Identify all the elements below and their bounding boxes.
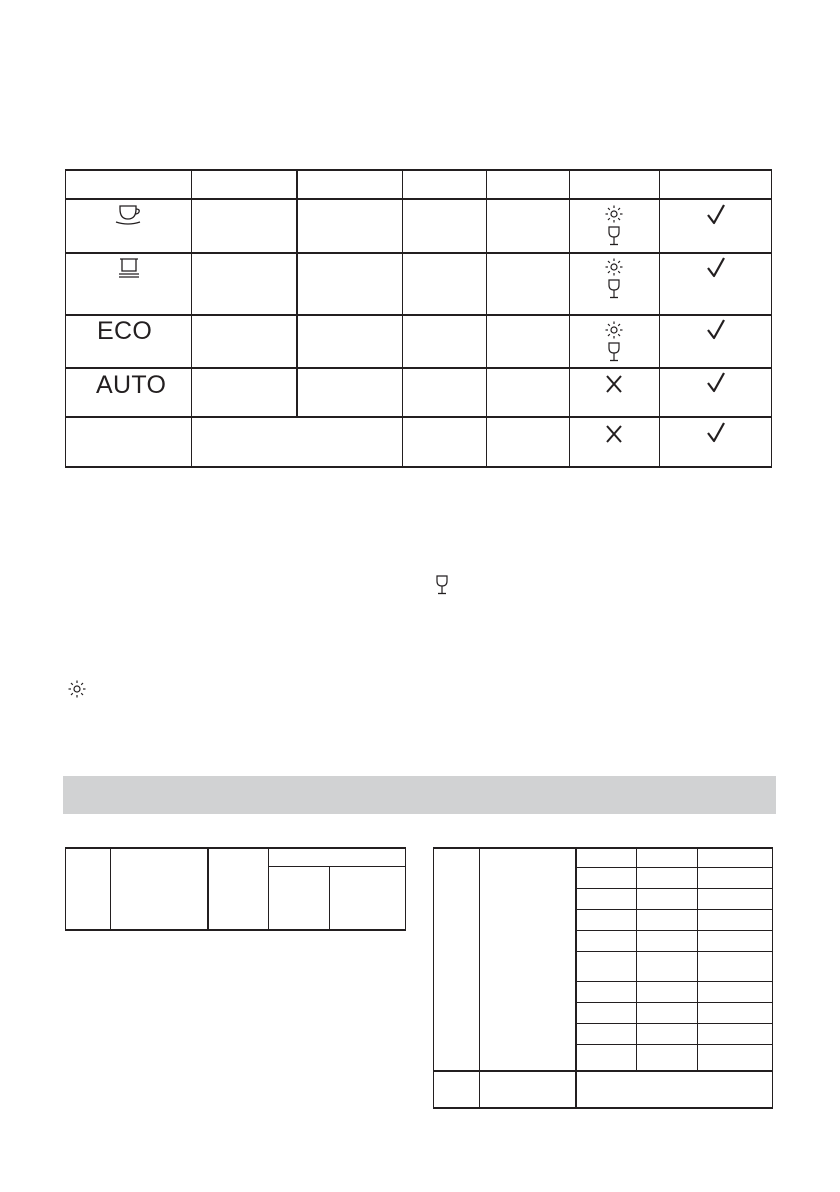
cup-saucer-icon <box>114 204 142 226</box>
table-rule <box>268 847 269 931</box>
sun-icon <box>605 258 623 276</box>
table-rule <box>65 416 772 418</box>
check-icon <box>706 256 726 278</box>
table-rule <box>433 1107 773 1109</box>
table-rule <box>65 367 772 369</box>
table-rule <box>576 951 773 952</box>
table-rule <box>772 847 773 1109</box>
table-rule <box>479 847 480 1109</box>
section-heading-bar <box>63 776 776 814</box>
table-rule <box>569 169 570 468</box>
check-icon <box>706 318 726 340</box>
table-rule <box>296 169 298 418</box>
cross-icon <box>605 424 623 444</box>
table-rule <box>576 1002 773 1003</box>
check-icon <box>706 203 726 225</box>
table-rule <box>576 867 773 868</box>
table-rule <box>771 169 772 468</box>
cross-icon <box>605 374 623 394</box>
table-rule <box>65 929 406 931</box>
check-icon <box>706 421 726 443</box>
table-rule <box>65 314 772 316</box>
table-rule <box>65 169 66 468</box>
table-rule <box>486 169 487 468</box>
glass-icon <box>608 342 620 362</box>
table-rule <box>433 847 434 1109</box>
table-rule <box>65 198 772 200</box>
table-rule <box>575 847 577 1109</box>
table-rule <box>268 866 406 867</box>
table-rule <box>636 847 637 1071</box>
check-icon <box>706 371 726 393</box>
legend-glass-icon <box>436 575 448 595</box>
table-rule <box>207 847 209 931</box>
table-rule <box>697 847 698 1071</box>
table-rule <box>576 909 773 910</box>
table-rule <box>659 169 660 468</box>
table-rule <box>110 847 111 931</box>
table-rule <box>65 847 66 931</box>
glass-icon <box>608 226 620 246</box>
table-rule <box>65 169 772 171</box>
sun-icon <box>605 205 623 223</box>
pot-icon <box>117 256 141 280</box>
legend-sun-icon <box>68 680 86 698</box>
table-rule <box>576 930 773 931</box>
table-rule <box>65 466 772 468</box>
glass-icon <box>608 279 620 299</box>
table-rule <box>65 847 406 849</box>
table-rule <box>576 1023 773 1024</box>
table-rule <box>433 847 773 849</box>
sun-icon <box>605 321 623 339</box>
programme-label-eco: ECO <box>97 317 153 345</box>
programme-label-auto: AUTO <box>96 371 167 399</box>
table-rule <box>405 847 406 931</box>
table-rule <box>65 252 772 254</box>
table-rule <box>329 866 330 931</box>
table-rule <box>402 169 403 468</box>
table-rule <box>191 169 192 468</box>
table-rule <box>433 1070 773 1072</box>
table-rule <box>576 981 773 982</box>
table-rule <box>576 888 773 889</box>
table-rule <box>576 1044 773 1045</box>
